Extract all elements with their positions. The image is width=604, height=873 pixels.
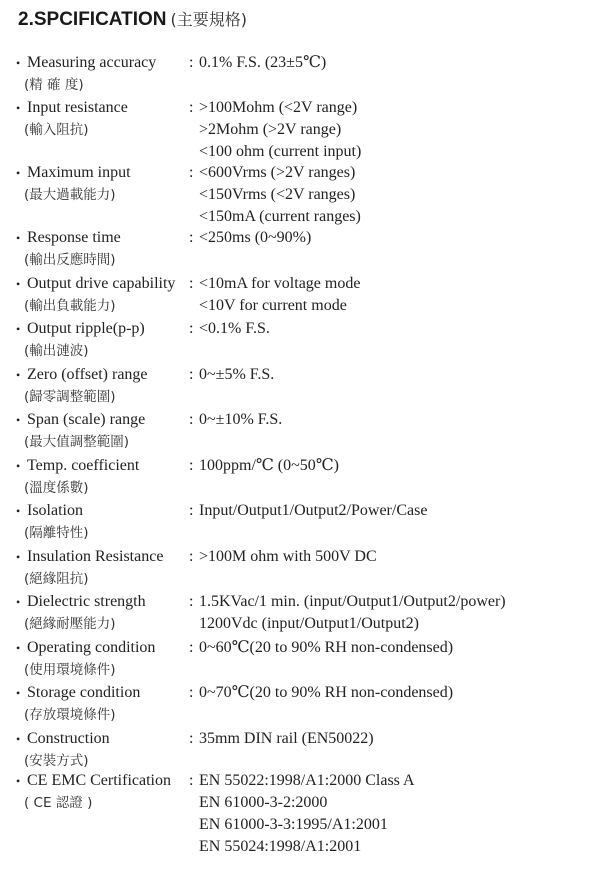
spec-value: <150Vrms (<2V ranges) (199, 186, 356, 203)
bullet-dot: • (16, 641, 21, 655)
spec-name-chinese: (輸出漣波) (24, 343, 89, 359)
section-title-chinese: (主要規格) (170, 10, 247, 29)
spec-name: Output ripple(p-p) (27, 320, 145, 337)
spec-name: Zero (offset) range (27, 366, 148, 383)
spec-value: 0~±10% F.S. (199, 411, 283, 428)
bullet-dot: • (16, 504, 21, 518)
bullet-dot: • (16, 56, 21, 70)
spec-name: Dielectric strength (27, 593, 146, 610)
spec-value: EN 55024:1998/A1:2001 (199, 838, 362, 855)
spec-name: Isolation (27, 502, 83, 519)
spec-name-chinese: (安裝方式) (24, 753, 89, 769)
bullet-dot: • (16, 550, 21, 564)
spec-name: Storage condition (27, 684, 141, 701)
spec-value: <150mA (current ranges) (199, 208, 361, 225)
spec-name: CE EMC Certification (27, 772, 171, 789)
bullet-dot: • (16, 277, 21, 291)
spec-name-chinese: (絕緣阻抗) (24, 571, 89, 587)
spec-value: 0~70℃(20 to 90% RH non-condensed) (199, 684, 454, 701)
spec-name: Span (scale) range (27, 411, 146, 428)
spec-name-chinese: (使用環境條件) (24, 662, 116, 678)
spec-colon: : (189, 502, 194, 519)
spec-value: >100Mohm (<2V range) (199, 99, 358, 116)
spec-value: 0~±5% F.S. (199, 366, 275, 383)
spec-colon: : (189, 275, 194, 292)
spec-colon: : (189, 229, 194, 246)
spec-name: Operating condition (27, 639, 156, 656)
spec-colon: : (189, 730, 194, 747)
section-heading (18, 6, 247, 34)
spec-value: EN 61000-3-3:1995/A1:2001 (199, 816, 388, 833)
spec-name-chinese: (隔離特性) (24, 525, 89, 541)
spec-value: <10V for current mode (199, 297, 347, 314)
bullet-dot: • (16, 368, 21, 382)
spec-name-chinese: (溫度係數) (24, 480, 89, 496)
spec-value: >2Mohm (>2V range) (199, 121, 342, 138)
bullet-dot: • (16, 231, 21, 245)
spec-name: Maximum input (27, 164, 131, 181)
spec-colon: : (189, 320, 194, 337)
spec-value: <0.1% F.S. (199, 320, 270, 337)
spec-value: >100M ohm with 500V DC (199, 548, 377, 565)
spec-colon: : (189, 366, 194, 383)
spec-name-chinese: (存放環境條件) (24, 707, 116, 723)
spec-value: <250ms (0~90%) (199, 229, 312, 246)
spec-name-chinese: (絕緣耐壓能力) (24, 616, 116, 632)
spec-name-chinese: (歸零調整範圍) (24, 389, 116, 405)
spec-name: Measuring accuracy (27, 54, 157, 71)
spec-value: <600Vrms (>2V ranges) (199, 164, 356, 181)
spec-value: EN 61000-3-2:2000 (199, 794, 328, 811)
spec-value: 0~60℃(20 to 90% RH non-condensed) (199, 639, 454, 656)
spec-name-chinese: (輸入阻抗) (24, 122, 89, 138)
section-title: 2.SPCIFICATION (18, 9, 167, 30)
spec-colon: : (189, 684, 194, 701)
spec-value: 100ppm/℃ (0~50℃) (199, 457, 339, 474)
spec-colon: : (189, 457, 194, 474)
spec-name: Output drive capability (27, 275, 176, 292)
spec-name-chinese: (最大值調整範圍) (24, 434, 130, 450)
spec-value: Input/Output1/Output2/Power/Case (199, 502, 428, 519)
spec-name-chinese: (輸出反應時間) (24, 252, 116, 268)
spec-value: 35mm DIN rail (EN50022) (199, 730, 374, 747)
spec-colon: : (189, 639, 194, 656)
spec-name-chinese: (精 確 度) (24, 77, 84, 93)
bullet-dot: • (16, 322, 21, 336)
spec-colon: : (189, 548, 194, 565)
spec-colon: : (189, 772, 194, 789)
spec-name: Construction (27, 730, 110, 747)
spec-colon: : (189, 54, 194, 71)
spec-value: <100 ohm (current input) (199, 143, 362, 160)
bullet-dot: • (16, 459, 21, 473)
spec-colon: : (189, 593, 194, 610)
spec-value: 1200Vdc (input/Output1/Output2) (199, 615, 419, 632)
spec-value: 1.5KVac/1 min. (input/Output1/Output2/power) (199, 593, 506, 610)
spec-colon: : (189, 99, 194, 116)
spec-name-chinese: (輸出負載能力) (24, 298, 116, 314)
spec-value: EN 55022:1998/A1:2000 Class A (199, 772, 415, 789)
bullet-dot: • (16, 101, 21, 115)
spec-name: Temp. coefficient (27, 457, 140, 474)
spec-name: Insulation Resistance (27, 548, 164, 565)
spec-value: <10mA for voltage mode (199, 275, 361, 292)
spec-colon: : (189, 411, 194, 428)
bullet-dot: • (16, 686, 21, 700)
spec-value: 0.1% F.S. (23±5℃) (199, 54, 327, 71)
bullet-dot: • (16, 166, 21, 180)
bullet-dot: • (16, 595, 21, 609)
spec-colon: : (189, 164, 194, 181)
bullet-dot: • (16, 774, 21, 788)
spec-name-chinese: ( CE 認證 ) (24, 795, 93, 811)
spec-name: Input resistance (27, 99, 128, 116)
bullet-dot: • (16, 732, 21, 746)
spec-name: Response time (27, 229, 121, 246)
spec-name-chinese: (最大過載能力) (24, 187, 116, 203)
bullet-dot: • (16, 413, 21, 427)
